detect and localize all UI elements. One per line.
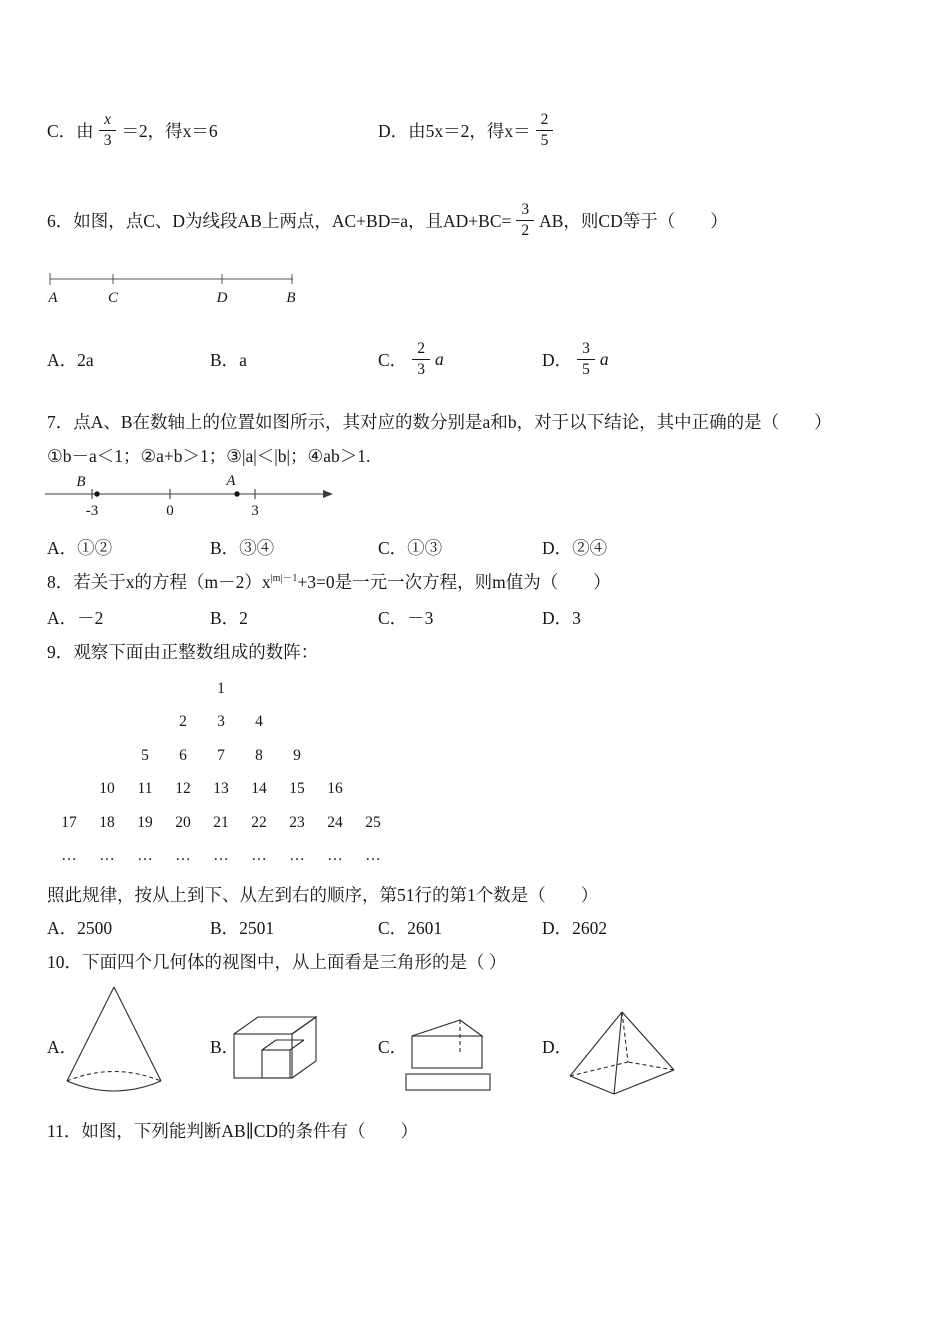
fraction-3-over-5 [577, 339, 595, 379]
fraction-3-over-2 [516, 200, 534, 240]
fraction-denominator: 5 [540, 131, 549, 149]
array-number: 16 [327, 780, 343, 798]
pyramid-figure [566, 1010, 678, 1096]
q10-label-c: C． [378, 1037, 408, 1057]
q9-option-a: A．2500 [47, 918, 113, 938]
array-number: 5 [141, 746, 149, 764]
q9-stem: 9．观察下面由正整数组成的数阵： [47, 642, 319, 662]
number-row-ellipsis [50, 840, 392, 874]
q7-stem: 7．点A、B在数轴上的位置如图所示，其对应的数分别是a和b，对于以下结论，其中正确的是（ ） [47, 412, 832, 432]
q6-stem-pre: 6．如图，点C、D为线段AB上两点，AC+BD=a，且AD+BC= [47, 210, 512, 231]
fraction-denominator: 3 [417, 360, 425, 378]
array-number: 6 [179, 746, 187, 764]
numberline-tick-0: 0 [166, 503, 174, 519]
fraction-numerator: x [99, 110, 117, 130]
array-number: 17 [61, 813, 77, 831]
fraction-denominator: 2 [521, 221, 530, 239]
cubes-figure [232, 1012, 347, 1080]
array-number: 3 [217, 713, 225, 731]
array-number: 7 [217, 746, 225, 764]
array-ellipsis: … [365, 847, 381, 865]
array-number: 20 [175, 813, 191, 831]
q8-stem-post: +3=0是一元一次方程，则m值为（ ） [297, 572, 611, 592]
array-ellipsis: … [137, 847, 153, 865]
q5-option-c-pre: C．由 [47, 120, 94, 141]
q6-stem [47, 192, 917, 248]
array-ellipsis: … [99, 847, 115, 865]
q6-options-row [47, 328, 907, 390]
number-row-5 [50, 806, 392, 840]
array-ellipsis: … [175, 847, 191, 865]
array-number: 12 [175, 780, 191, 798]
q10-label-b: B． [210, 1037, 240, 1057]
q7-option-d: D．②④ [542, 538, 608, 558]
fraction-numerator: 2 [412, 339, 430, 359]
array-number: 23 [289, 813, 305, 831]
numberline-point-a-label: A [226, 473, 236, 489]
array-number: 9 [293, 746, 301, 764]
q8-options-row [47, 605, 907, 630]
fraction-2-over-5 [536, 110, 554, 150]
numberline-point-b-label: B [76, 474, 86, 490]
q8-exponent: |m|－1 [270, 573, 298, 585]
array-number: 15 [289, 780, 305, 798]
segment-label-a: A [48, 290, 58, 306]
q7-option-c: C．①③ [378, 538, 443, 558]
array-ellipsis: … [213, 847, 229, 865]
array-number: 4 [255, 713, 263, 731]
q9-options-row [47, 915, 907, 940]
array-ellipsis: … [327, 847, 343, 865]
q8-option-a: A．－2 [47, 608, 104, 628]
q6-option-b: B．a [210, 349, 247, 370]
array-number: 25 [365, 813, 381, 831]
q5-option-c-post: ＝2，得x＝6 [121, 120, 218, 141]
q6-option-d-var: a [599, 348, 609, 369]
q8-option-c: C．－3 [378, 608, 434, 628]
q6-segment-figure [47, 266, 299, 308]
q10-label-a: A． [47, 1037, 78, 1057]
array-number: 10 [99, 780, 115, 798]
array-number: 18 [99, 813, 115, 831]
array-number: 14 [251, 780, 267, 798]
fraction-numerator: 3 [516, 200, 534, 220]
q6-option-c [378, 339, 542, 379]
number-row-1 [50, 672, 392, 706]
array-ellipsis: … [61, 847, 77, 865]
q5-options-row [47, 98, 907, 162]
segment-label-c: C [107, 290, 119, 306]
array-number: 11 [137, 780, 153, 798]
q11-stem: 11．如图，下列能判断AB∥CD的条件有（ ） [47, 1121, 419, 1141]
fraction-numerator: 3 [577, 339, 595, 359]
segment-label-d: D [216, 290, 228, 306]
arrowhead-icon [323, 490, 333, 498]
q10-label-d: D． [542, 1037, 573, 1057]
q9-tail: 照此规律，按从上到下、从左到右的顺序，第51行的第1个数是（ ） [47, 885, 599, 905]
number-row-2 [50, 706, 392, 740]
q7-options-row [47, 535, 907, 560]
q6-option-d-label: D． [542, 349, 573, 370]
segment-label-b: B [286, 290, 296, 306]
array-number: 22 [251, 813, 267, 831]
q9-option-c: C．2601 [378, 918, 443, 938]
point-b-dot [94, 491, 99, 496]
q9-number-triangle [50, 672, 392, 873]
array-number: 2 [179, 713, 187, 731]
number-row-4 [50, 773, 392, 807]
q8-option-d: D．3 [542, 608, 581, 628]
array-number: 13 [213, 780, 229, 798]
q6-option-d [542, 339, 907, 379]
q5-option-d-pre: D．由5x＝2，得x＝ [378, 120, 531, 141]
q5-option-d [378, 110, 558, 150]
q5-option-c [47, 110, 378, 150]
numberline-tick-neg3: -3 [85, 503, 99, 519]
array-number: 19 [137, 813, 153, 831]
point-a-dot [234, 491, 239, 496]
q8-stem-pre: 8．若关于x的方程（m－2）x [47, 572, 271, 592]
triangular-prism-figure [402, 1016, 494, 1092]
number-row-3 [50, 739, 392, 773]
array-number: 1 [217, 679, 225, 697]
fraction-x-over-3 [99, 110, 117, 150]
array-ellipsis: … [251, 847, 267, 865]
q6-option-a: A．2a [47, 349, 94, 370]
q6-option-c-label: C． [378, 349, 408, 370]
q8-stem [47, 569, 917, 596]
fraction-denominator: 3 [103, 131, 112, 149]
array-ellipsis: … [289, 847, 305, 865]
q9-option-d: D．2602 [542, 918, 608, 938]
q10-stem: 10．下面四个几何体的视图中，从上面看是三角形的是（ ） [47, 952, 507, 972]
fraction-2-over-3 [412, 339, 430, 379]
fraction-denominator: 5 [582, 360, 590, 378]
q6-stem-post: AB，则CD等于（ ） [539, 210, 728, 231]
q7-numberline-figure [45, 472, 345, 520]
numberline-tick-3: 3 [251, 503, 259, 519]
q9-option-b: B．2501 [210, 918, 275, 938]
q7-conditions: ①b－a＜1；②a+b＞1；③|a|＜|b|；④ab＞1. [47, 446, 371, 466]
fraction-numerator: 2 [536, 110, 554, 130]
q7-option-b: B．③④ [210, 538, 275, 558]
q6-option-c-var: a [434, 348, 444, 369]
array-number: 24 [327, 813, 343, 831]
cone-figure [62, 983, 167, 1101]
array-number: 21 [213, 813, 229, 831]
array-number: 8 [255, 746, 263, 764]
q7-option-a: A．①② [47, 538, 113, 558]
q8-option-b: B．2 [210, 608, 248, 628]
